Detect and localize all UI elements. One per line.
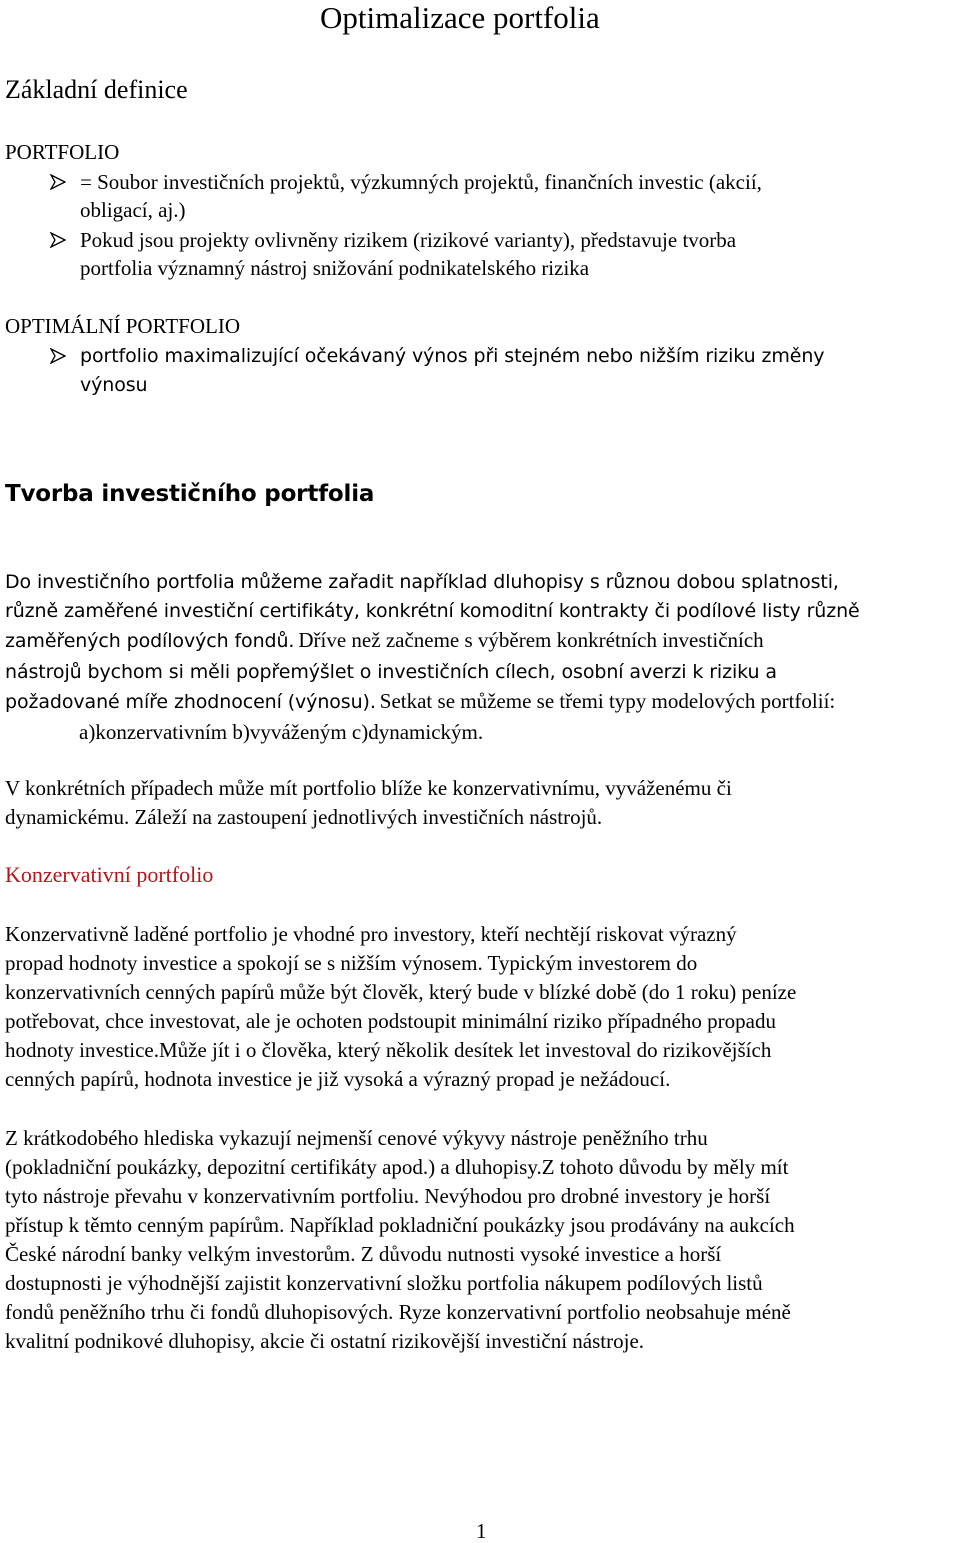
paragraph-line: cenných papírů, hodnota investice je již vysoká a výrazný propad je nežádoucí. [5, 1067, 671, 1091]
bullet-line: Pokud jsou projekty ovlivněny rizikem (rizikové varianty), představuje tvorba [80, 228, 737, 252]
paragraph-fragment: zaměřených podílových fondů. [5, 630, 295, 653]
arrowhead-bullet-icon [50, 232, 66, 248]
paragraph-line: dostupnosti je výhodnější zajistit konzervativní složku portfolia nákupem podílových listů [5, 1271, 763, 1295]
bullet-line: obligací, aj.) [80, 198, 186, 222]
bullet-line: portfolio maximalizující očekávaný výnos při stejném nebo nižším riziku změny [80, 345, 825, 367]
paragraph-line: (pokladniční poukázky, depozitní certifikáty apod.) a dluhopisy.Z tohoto důvodu by měly mít [5, 1155, 789, 1179]
paragraph-line: přístup k těmto cenným papírům. Například pokladniční poukázky jsou prodávány na aukcích [5, 1213, 795, 1237]
optimal-portfolio-label: OPTIMÁLNÍ PORTFOLIO [5, 314, 240, 338]
shortterm-paragraph [5, 1124, 795, 1356]
creation-paragraph [5, 568, 860, 747]
conservative-heading: Konzervativní portfolio [5, 862, 214, 887]
paragraph-fragment: Dříve než začneme s výběrem konkrétních investičních [298, 628, 764, 653]
bullet-line: = Soubor investičních projektů, výzkumných projektů, finančních investic (akcií, [80, 170, 762, 194]
paragraph-line: propad hodnoty investice a spokojí se s nižším výnosem. Typickým investorem do [5, 951, 698, 975]
section-heading-creation: Tvorba investičního portfolia [5, 481, 375, 507]
paragraph-line: České národní banky velkým investorům. Z důvodu nutnosti vysoké investice a horší [5, 1242, 722, 1266]
paragraph-line: nástrojů bychom si měli popřemýšlet o investičních cílech, osobní averzi k riziku a [5, 660, 777, 683]
arrowhead-bullet-icon [50, 174, 66, 190]
conservative-paragraph [5, 920, 796, 1094]
bullet-line: portfolia významný nástroj snižování podnikatelského rizika [80, 256, 590, 280]
paragraph-line-mixed [5, 626, 860, 657]
paragraph-line: kvalitní podnikové dluhopisy, akcie či ostatní rizikovější investiční nástroje. [5, 1329, 645, 1353]
page-title: Optimalizace portfolia [320, 0, 600, 35]
paragraph-line: konzervativních cenných papírů může být člověk, který bude v blízké době (do 1 roku) peníze [5, 980, 797, 1004]
paragraph-line: fondů peněžního trhu či fondů dluhopisových. Ryze konzervativní portfolio neobsahuje méně [5, 1300, 791, 1324]
paragraph-fragment: Setkat se můžeme se třemi typy modelových portfolií: [379, 688, 836, 713]
paragraph-line-mixed [5, 687, 860, 718]
variation-paragraph [5, 774, 732, 832]
portfolio-types-line: a)konzervativním b)vyváženým c)dynamickým. [79, 720, 484, 745]
paragraph-line: Do investičního portfolia můžeme zařadit například dluhopisy s různou dobou splatnosti, [5, 571, 839, 593]
arrowhead-bullet-icon [50, 348, 66, 364]
paragraph-line: tyto nástroje převahu v konzervativním portfoliu. Nevýhodou pro drobné investory je horší [5, 1184, 771, 1208]
paragraph-line: Z krátkodobého hlediska vykazují nejmenší cenové výkyvy nástroje peněžního trhu [5, 1126, 708, 1150]
paragraph-line: Konzervativně laděné portfolio je vhodné pro investory, kteří nechtějí riskovat výrazný [5, 922, 737, 946]
paragraph-line: různě zaměřené investiční certifikáty, konkrétní komoditní kontrakty či podílové listy různě [5, 600, 860, 623]
portfolio-label: PORTFOLIO [5, 140, 120, 164]
page-number: 1 [476, 1519, 487, 1543]
paragraph-fragment: požadované míře zhodnocení (výnosu). [5, 690, 376, 713]
paragraph-line: hodnoty investice.Může jít i o člověka, který několik desítek let investoval do rizikovějších [5, 1038, 772, 1062]
paragraph-line: V konkrétních případech může mít portfolio blíže ke konzervativnímu, vyváženému či [5, 776, 732, 800]
bullet-line: výnosu [80, 374, 148, 397]
paragraph-line: dynamickému. Záleží na zastoupení jednotlivých investičních nástrojů. [5, 805, 603, 829]
section-heading-basic: Základní definice [5, 75, 188, 104]
paragraph-line: potřebovat, chce investovat, ale je ochoten podstoupit minimální riziko případného propadu [5, 1009, 776, 1033]
